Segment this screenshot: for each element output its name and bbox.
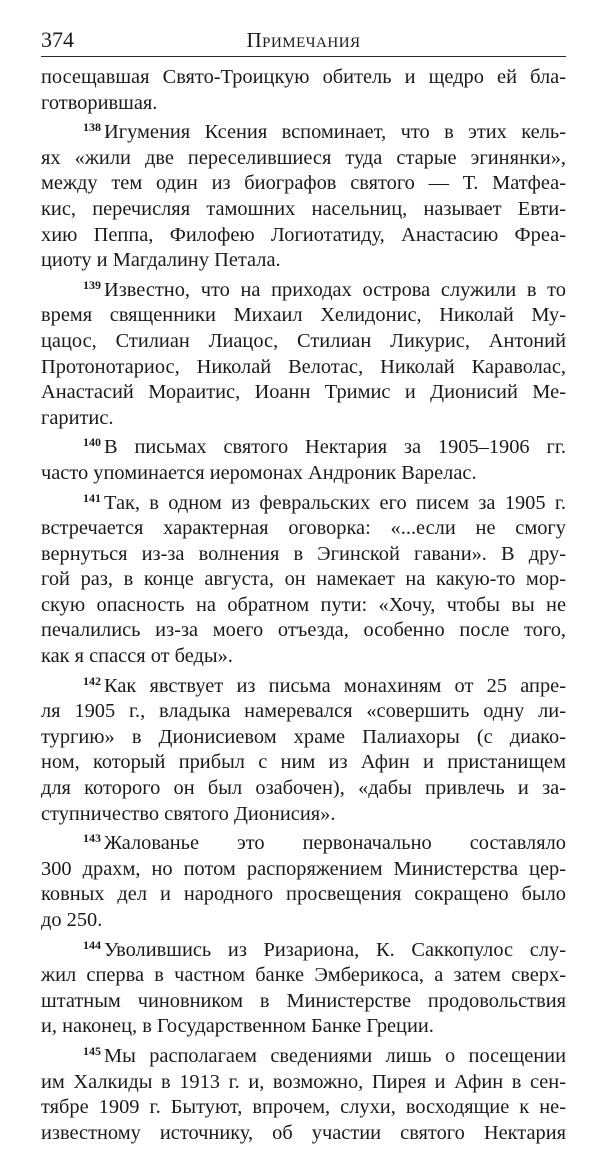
note-143 <box>41 831 566 933</box>
text-line: печалились из-за моего отъезда, особенно после того, <box>41 619 566 642</box>
text-line: $^{142}$ Как явствует из письма монахиням от 25 апре- <box>83 673 566 697</box>
notes-body <box>41 65 566 1146</box>
text-line: посещавшая Свято-Троицкую обитель и щедро ей бла- <box>41 66 566 88</box>
text-line: $^{140}$ В письмах святого Нектария за 1905–1906 гг. <box>83 435 566 459</box>
text-line: часто упоминается иеромонах Андроник Варелас. <box>41 461 477 484</box>
text-line: готворившая. <box>41 91 158 114</box>
text-line: $^{143}$ Жалованье это первоначально составляло <box>83 831 566 855</box>
note-144 <box>41 938 566 1040</box>
note-141 <box>41 491 566 670</box>
text-line: им Халкиды в 1913 г. и, возможно, Пирея и Афин в сен- <box>41 1070 566 1093</box>
note-number: 140 <box>83 435 101 450</box>
page-header <box>41 28 566 57</box>
text-line: 300 драхм, но потом распоряжением Министерства цер- <box>41 857 566 880</box>
text-line: $^{144}$ Уволившись из Ризариона, К. Саккопулос слу- <box>83 937 566 961</box>
text-line: ля 1905 г., владыка намеревался «совершить одну ли- <box>41 700 566 723</box>
text-line: между тем один из биографов святого — Т. Матфеа- <box>41 172 566 195</box>
note-number: 143 <box>83 831 101 846</box>
text-line: гой раз, в конце августа, он намекает на какую-то мор- <box>41 568 566 591</box>
note-145 <box>41 1044 566 1146</box>
text-line: гаритис. <box>41 406 114 429</box>
text-line: $^{145}$ Мы располагаем сведениями лишь о посещении <box>83 1043 566 1067</box>
text-line: $^{139}$ Известно, что на приходах острова служили в то <box>83 277 566 301</box>
text-line: тургию» в Дионисиевом храме Палиахоры (с диако- <box>41 725 566 748</box>
note-138 <box>41 120 566 274</box>
text-line: $^{138}$ Игумения Ксения вспоминает, что в этих кель- <box>83 120 566 144</box>
note-number: 141 <box>83 490 101 505</box>
text-line: ном, который прибыл с ним из Афин и пристанищем <box>41 751 566 774</box>
text-line: циоту и Магдалину Петала. <box>41 249 281 272</box>
text-line: встречается характерная оговорка: «...если не смогу <box>41 517 566 540</box>
intro-continuation <box>41 65 566 116</box>
note-139 <box>41 278 566 432</box>
note-number: 142 <box>83 673 101 688</box>
note-number: 139 <box>83 277 101 292</box>
note-140 <box>41 435 566 486</box>
note-number: 144 <box>83 937 101 952</box>
text-line: для которого он был озабочен), «дабы привлечь и за- <box>41 777 566 800</box>
note-number: 145 <box>83 1043 101 1058</box>
text-line: известному источнику, об участии святого Нектария <box>41 1121 566 1144</box>
text-line: жил сперва в частном банке Эмберикоса, а затем сверх- <box>41 964 566 987</box>
text-line: хию Пеппа, Филофею Логиотатиду, Анастасию Фреа- <box>41 223 566 246</box>
text-line: ступничество святого Дионисия». <box>41 802 336 825</box>
text-line: скую опасность на обратном пути: «Хочу, чтобы вы не <box>41 593 566 616</box>
text-line: вернуться из-за волнения в Эгинской гавани». В дру- <box>41 542 566 565</box>
text-line: время священники Михаил Хелидонис, Николай Му- <box>41 304 566 327</box>
text-line: штатным чиновником в Министерстве продовольствия <box>41 989 566 1012</box>
text-line: Протонотариос, Николай Велотас, Николай Караволас, <box>41 355 566 378</box>
text-line: до 250. <box>41 909 103 931</box>
text-line: $^{141}$ Так, в одном из февральских его писем за 1905 г. <box>83 490 566 514</box>
note-142 <box>41 674 566 828</box>
text-line: цацос, Стилиан Лиацос, Стилиан Ликурис, Антоний <box>41 329 566 352</box>
running-head: Примечания <box>246 28 361 52</box>
text-line: кис, перечисляя тамошних насельниц, называет Евти- <box>41 197 566 220</box>
text-line: как я спасся от беды». <box>41 645 233 668</box>
text-line: Анастасий Мораитис, Иоанн Тримис и Дионисий Ме- <box>41 381 566 404</box>
text-line: и, наконец, в Государственном Банке Греции. <box>41 1015 434 1038</box>
text-line: ковных дел и народного просвещения сокращено было <box>41 883 566 906</box>
note-number: 138 <box>83 120 101 135</box>
book-page <box>41 28 566 1150</box>
page-number: 374 <box>41 27 74 52</box>
text-line: ях «жили две переселившиеся туда старые эгинянки», <box>41 146 566 169</box>
text-line: тябре 1909 г. Бытуют, впрочем, слухи, восходящие к не- <box>41 1096 566 1119</box>
